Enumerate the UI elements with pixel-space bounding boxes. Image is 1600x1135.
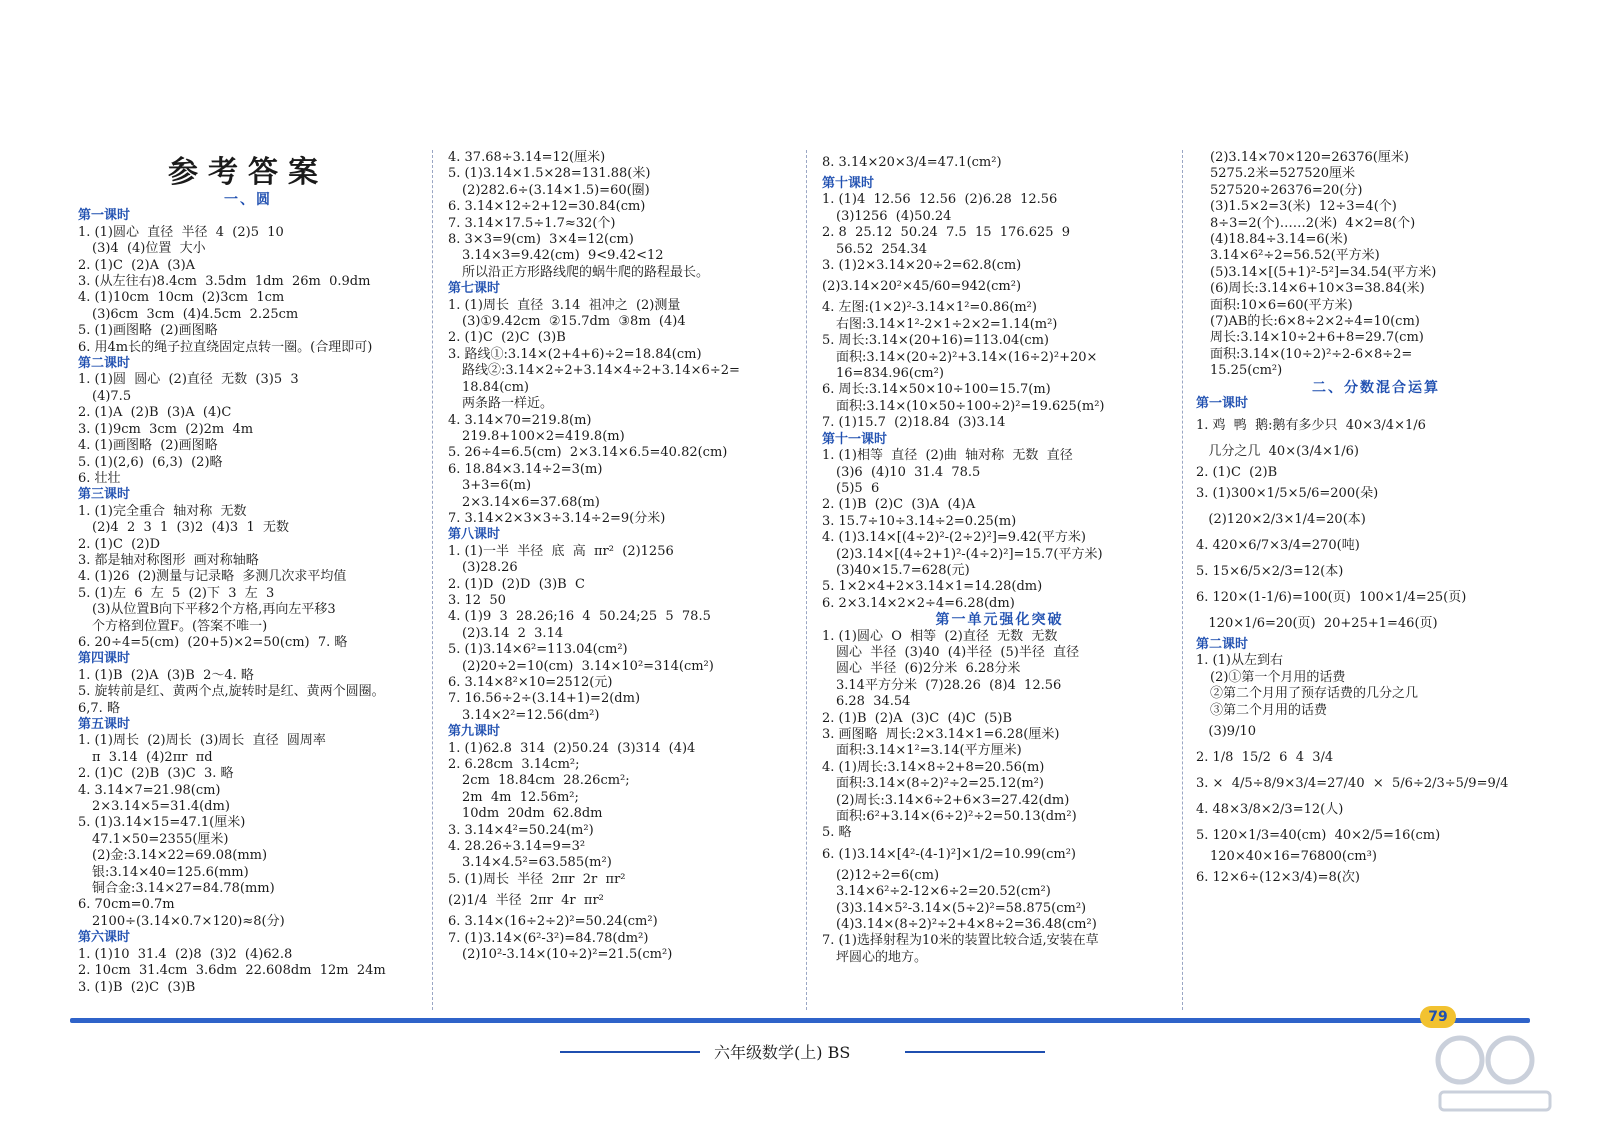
answer-line: ③第二个月用的话费 [1210,702,1328,718]
column-divider [432,150,433,1010]
answer-line: (2)3.14 2 3.14 [462,625,564,641]
answer-line: 6. 壮壮 [78,470,121,486]
watermark-logo-icon [1430,1030,1560,1122]
answer-line: 2. (1)C (2)C (3)B [448,330,566,346]
answer-line: 10dm 20dm 62.8dm [462,806,603,822]
answer-line: 6.28 34.54 [836,694,911,710]
answer-line: (3)9/10 [1196,723,1257,739]
answer-line: 3. 3.14×4²=50.24(m²) [448,822,594,838]
answer-line: 5. 周长:3.14×(20+16)=113.04(cm) [822,333,1050,349]
answer-line: 3. (从左往右)8.4cm 3.5dm 1dm 26m 0.9dm [78,274,371,290]
answer-line: 圆心 半径 (3)40 (4)半径 (5)半径 直径 [836,644,1080,660]
answer-line: 1. (1)完全重合 轴对称 无数 [78,503,247,519]
answer-line: 5. (1)3.14×15=47.1(厘米) [78,815,246,831]
answer-line: 5. 26÷4=6.5(cm) 2×3.14×6.5=40.82(cm) [448,445,728,461]
answer-line: (5)3.14×[(5+1)²-5²]=34.54(平方米) [1210,264,1437,280]
answer-line: 5. (1)3.14×6²=113.04(cm²) [448,642,628,658]
answer-line: 2. (1)B (2)A (3)C (4)C (5)B [822,710,1013,726]
answer-line: (3)4 (4)位置 大小 [92,241,206,257]
page-title: 参考答案 [168,155,328,190]
answer-line: 4. 3.14×70=219.8(m) [448,412,592,428]
answer-line: 右图:3.14×1²-2×1÷2×2=1.14(m²) [836,316,1058,332]
answer-line: 6. 周长:3.14×50×10÷100=15.7(m) [822,382,1051,398]
answer-line: 7. 3.14×17.5÷1.7≈32(个) [448,215,616,231]
answer-line: 2. 1/8 15/2 6 4 3/4 [1196,749,1334,765]
answer-line: (3)28.26 [462,560,518,576]
lesson-heading: 第九课时 [448,724,501,740]
answer-line: 1. (1)周长 直径 3.14 祖冲之 (2)测量 [448,297,681,313]
answer-line: ②第二个月用了预存话费的几分之几 [1210,686,1419,702]
answer-line: (4)7.5 [92,388,132,404]
column-1-lines [78,208,418,996]
answer-column-1 [78,150,418,996]
answer-line: 2. (1)C (2)D [78,536,160,552]
answer-line: 4. (1)周长:3.14×8÷2+8=20.56(m) [822,759,1045,775]
answer-line: 2. (1)A (2)B (3)A (4)C [78,405,232,421]
answer-line: 7. 16.56÷2÷(3.14+1)=2(dm) [448,691,641,707]
lesson-heading: 第二课时 [1196,636,1249,652]
answer-line: (7)AB的长:6×8÷2×2÷4=10(cm) [1210,314,1420,330]
answer-line: 1. (1)圆 圆心 (2)直径 无数 (3)5 3 [78,372,299,388]
answer-line: (2)4 2 3 1 (3)2 (4)3 1 无数 [92,520,289,536]
answer-line: 2. (1)D (2)D (3)B C [448,576,585,592]
answer-line: 4. 左图:(1×2)²-3.14×1²=0.86(m²) [822,300,1037,316]
answer-line: 8. 3×3=9(cm) 3×4=12(cm) [448,232,634,248]
lesson-heading: 第一课时 [78,208,131,224]
answer-line: (5)5 6 [836,480,880,496]
answer-line: 1. (1)一半 半径 底 高 πr² (2)1256 [448,543,674,559]
answer-line: 7. (1)选择射程为10米的装置比较合适,安装在草 [822,933,1099,949]
answer-line: 1. (1)4 12.56 12.56 (2)6.28 12.56 [822,192,1058,208]
answer-line: 5. (1)左 6 左 5 (2)下 3 左 3 [78,585,275,601]
unit-heading-1: 一、圆 [224,192,272,208]
answer-line: (3)1.5×2=3(米) 12÷3=4(个) [1210,199,1397,215]
answer-line: 3. (1)9cm 3cm (2)2m 4m [78,421,254,437]
lesson-heading: 第六课时 [78,930,131,946]
answer-line: 527520÷26376=20(分) [1210,182,1363,198]
answer-line: 3.14×2²=12.56(dm²) [462,707,600,723]
answer-line: 5. (1)画图略 (2)画图略 [78,323,218,339]
lesson-heading: 第十课时 [822,176,875,191]
answer-line: 4. (1)10cm 10cm (2)3cm 1cm [78,290,285,306]
answer-line: 2. 10cm 31.4cm 3.6dm 22.608dm 12m 24m [78,963,386,979]
answer-line: 3.14×4.5²=63.585(m²) [462,855,612,871]
lesson-heading: 第二课时 [78,356,131,372]
answer-line: 5. (1)周长 半径 2πr 2r πr² [448,871,626,887]
answer-column-2 [448,150,793,964]
answer-line: 1. (1)10 31.4 (2)8 (3)2 (4)62.8 [78,946,293,962]
answer-line: 4. (1)画图略 (2)画图略 [78,438,218,454]
answer-line: (2)3.14×70×120=26376(厘米) [1210,150,1409,165]
answer-line: 面积:6²+3.14×(6÷2)²÷2=50.13(dm²) [836,809,1077,825]
answer-line: 3. 都是轴对称图形 画对称轴略 [78,552,259,568]
answer-line: 1. (1)B (2)A (3)B 2～4. 略 [78,667,254,683]
footer-rule-left [560,1051,700,1053]
answer-line: 2. (1)B (2)C (3)A (4)A [822,497,976,513]
answer-line: 2. (1)C (2)B [1196,464,1278,480]
answer-line: (2)周长:3.14×6÷2+6×3=27.42(dm) [836,792,1070,808]
lesson-heading: 第八课时 [448,527,501,543]
answer-line: 3. (1)2×3.14×20÷2=62.8(cm) [822,258,1022,274]
lesson-heading: 第七课时 [448,281,501,297]
answer-line: 1. (1)圆心 直径 半径 4 (2)5 10 [78,224,284,240]
answer-column-4 [1196,150,1556,891]
answer-line: 2. (1)C (2)B (3)C 3. 略 [78,766,234,782]
answer-line: 7. (1)15.7 (2)18.84 (3)3.14 [822,415,1006,431]
answer-line: (4)3.14×(8÷2)²÷2+4×8÷2=36.48(cm²) [836,917,1097,933]
answer-line: (2)120×2/3×1/4=20(本) [1196,511,1366,527]
answer-line: 4. 28.26÷3.14=9=3² [448,839,586,855]
answer-line: 1. (1)周长 (2)周长 (3)周长 直径 圆周率 [78,733,326,749]
answer-line: 5. 略 [822,825,852,841]
answer-line: 2cm 18.84cm 28.26cm²; [462,773,630,789]
answer-line: 面积:3.14×1²=3.14(平方厘米) [836,743,1022,759]
answer-line: (2)20÷2=10(cm) 3.14×10²=314(cm²) [462,658,714,674]
answer-column-3 [822,150,1177,966]
answer-line: 47.1×50=2355(厘米) [92,831,229,847]
answer-line: 银:3.14×40=125.6(mm) [92,864,249,880]
answer-line: (3)①9.42cm ②15.7dm ③8m (4)4 [462,314,686,330]
answer-line: 两条路一样近。 [462,396,554,412]
answer-line: 4. 3.14×7=21.98(cm) [78,782,221,798]
answer-line: (3)3.14×5²-3.14×(5÷2)²=58.875(cm²) [836,900,1087,916]
answer-line: (2)282.6÷(3.14×1.5)=60(圈) [462,182,650,198]
answer-line: 2×3.14×5=31.4(dm) [92,799,230,815]
answer-line: 2. (1)C (2)A (3)A [78,257,196,273]
answer-line: 6. 20÷4=5(cm) (20+5)×2=50(cm) 7. 略 [78,634,348,650]
answer-line: 面积:3.14×(10÷2)²÷2-6×8÷2= [1210,346,1413,362]
answer-line: 15.25(cm²) [1210,363,1283,379]
answer-line: 5. 120×1/3=40(cm) 40×2/5=16(cm) [1196,827,1441,843]
answer-line: 几分之几 40×(3/4×1/6) [1196,443,1359,459]
answer-line: 个方格到位置F。(答案不唯一) [92,618,268,634]
answer-line: 8÷3=2(个)……2(米) 4×2=8(个) [1210,215,1416,231]
answer-line: 219.8+100×2=419.8(m) [462,428,625,444]
answer-line: 6. 2×3.14×2×2÷4=6.28(dm) [822,595,1015,611]
answer-line: 2×3.14×6=37.68(m) [462,494,600,510]
answer-line: (6)周长:3.14×6+10×3=38.84(米) [1210,281,1425,297]
answer-line: 3.14×6²÷2=56.52(平方米) [1210,248,1380,264]
answer-line: 3. × 4/5÷8/9×3/4=27/40 × 5/6÷2/3÷5/9=9/4 [1196,775,1509,791]
unit-heading-2: 二、分数混合运算 [1312,379,1440,396]
answer-line: 18.84(cm) [462,379,529,395]
footer-rule-right [905,1051,1045,1053]
answer-line: (2)12÷2=6(cm) [836,867,940,883]
answer-line: 4. (1)3.14×[(4÷2)²-(2÷2)²]=9.42(平方米) [822,530,1086,546]
answer-line: 1. (1)相等 直径 (2)曲 轴对称 无数 直径 [822,448,1073,464]
answer-line: 3.14×6²÷2-12×6÷2=20.52(cm²) [836,884,1051,900]
answer-line: 6. 3.14×12÷2+12=30.84(cm) [448,199,646,215]
answer-line: 2. 8 25.12 50.24 7.5 15 176.625 9 [822,225,1071,241]
answer-line: 16=834.96(cm²) [836,366,944,382]
answer-line: 5. 15×6/5×2/3=12(本) [1196,563,1344,579]
answer-line: 6. 18.84×3.14÷2=3(m) [448,461,603,477]
answer-line: 5. 旋转前是红、黄两个点,旋转时是红、黄两个圆圈。 [78,684,385,700]
footer-band [70,1018,1530,1023]
answer-line: (2)3.14×20²×45/60=942(cm²) [822,279,1022,295]
answer-line: 4. 420×6/7×3/4=270(吨) [1196,537,1360,553]
answer-line: (2)1/4 半径 2πr 4r πr² [448,893,604,909]
lesson-heading: 第十一课时 [822,431,888,447]
column-divider [806,150,807,1010]
answer-line: 所以沿正方形路线爬的蜗牛爬的路程最长。 [462,264,710,280]
answer-line: 5. 1×2×4+2×3.14×1=14.28(dm) [822,579,1043,595]
answer-line: 3. 路线①:3.14×(2+4+6)÷2=18.84(cm) [448,346,702,362]
answer-line: 3. 12 50 [448,592,506,608]
answer-line: (2)金:3.14×22=69.08(mm) [92,848,268,864]
answer-line: 1. 鸡 鸭 鹅:鹅有多少只 40×3/4×1/6 [1196,417,1426,433]
answer-line: (3)40×15.7=628(元) [836,562,970,578]
answer-line: 3. (1)300×1/5×5/6=200(朵) [1196,485,1379,501]
answer-line: (2)3.14×[(4÷2+1)²-(4÷2)²]=15.7(平方米) [836,546,1103,562]
answer-line: 4. 37.68÷3.14=12(厘米) [448,150,606,165]
answer-line: 2. 6.28cm 3.14cm²; [448,757,580,773]
answer-line: (3)从位置B向下平移2个方格,再向左平移3 [92,602,336,618]
answer-line: (3)6cm 3cm (4)4.5cm 2.25cm [92,306,299,322]
answer-line: 3.14平方分米 (7)28.26 (8)4 12.56 [836,677,1062,693]
answer-line: 4. (1)26 (2)测量与记录略 多测几次求平均值 [78,569,347,585]
answer-line: 6,7. 略 [78,700,120,716]
book-label: 六年级数学(上) BS [714,1043,851,1062]
answer-line: 7. 3.14×2×3×3÷3.14÷2=9(分米) [448,510,666,526]
answer-line: 6. 用4m长的绳子拉直绕固定点转一圈。(合理即可) [78,339,373,355]
answer-line: 2m 4m 12.56m²; [462,789,579,805]
lesson-heading: 第五课时 [78,717,131,732]
answer-line: 周长:3.14×10÷2+6+8=29.7(cm) [1210,330,1424,346]
answer-line: 7. (1)3.14×(6²-3²)=84.78(dm²) [448,930,649,946]
lesson-heading: 第三课时 [78,487,131,503]
answer-line: (2)①第一个月用的话费 [1210,669,1346,685]
answer-line: 1. (1)62.8 314 (2)50.24 (3)314 (4)4 [448,740,696,756]
answer-line: 路线②:3.14×2÷2+3.14×4÷2+3.14×6÷2= [462,363,740,379]
answer-line: 面积:10×6=60(平方米) [1210,297,1353,313]
answer-line: (3)6 (4)10 31.4 78.5 [836,464,981,480]
answer-line: 圆心 半径 (6)2分米 6.28分米 [836,661,1021,677]
answer-line: 面积:3.14×(8÷2)²÷2=25.12(m²) [836,776,1044,792]
answer-line: 6. 12×6÷(12×3/4)=8(次) [1196,870,1360,886]
answer-line: 2100÷(3.14×0.7×120)≈8(分) [92,913,285,929]
answer-line: (4)18.84÷3.14=6(米) [1210,232,1348,248]
answer-line: 6. 70cm=0.7m [78,897,175,913]
answer-line: 56.52 254.34 [836,241,927,257]
answer-line: 1. (1)从左到右 [1196,653,1283,669]
answer-line: 6. (1)3.14×[4²-(4-1)²]×1/2=10.99(cm²) [822,846,1076,862]
answer-line: 坪圆心的地方。 [836,949,928,965]
answer-line: 3.14×3=9.42(cm) 9<9.42<12 [462,248,664,264]
lesson-heading: 第一单元强化突破 [935,612,1064,629]
answer-line: 3+3=6(m) [462,478,532,494]
answer-line: (2)10²-3.14×(10÷2)²=21.5(cm²) [462,947,673,963]
column-divider [1182,150,1183,1010]
page-number: 79 [1420,1006,1456,1028]
answer-line: 面积:3.14×(20÷2)²+3.14×(16÷2)²+20× [836,349,1098,365]
answer-line: 6. 3.14×8²×10=2512(元) [448,675,613,690]
answer-line: 120×40×16=76800(cm³) [1210,848,1377,864]
lesson-heading: 第一课时 [1196,396,1249,412]
answer-line: 6. 120×(1-1/6)=100(页) 100×1/4=25(页) [1196,589,1467,605]
answer-line: 5. (1)(2,6) (6,3) (2)略 [78,454,223,470]
answer-line: 面积:3.14×(10×50÷100÷2)²=19.625(m²) [836,398,1105,414]
answer-line: 4. (1)9 3 28.26;16 4 50.24;25 5 78.5 [448,609,711,625]
answer-line: 3. (1)B (2)C (3)B [78,979,196,995]
answer-line: 5. (1)3.14×1.5×28=131.88(米) [448,166,651,182]
answer-line: 120×1/6=20(页) 20+25+1=46(页) [1196,615,1438,631]
answer-line: 3. 15.7÷10÷3.14÷2=0.25(m) [822,513,1017,529]
answer-line: 3. 画图略 周长:2×3.14×1=6.28(厘米) [822,727,1060,742]
answer-line: 6. 3.14×(16÷2÷2)²=50.24(cm²) [448,914,658,930]
answer-line: 1. (1)圆心 O 相等 (2)直径 无数 无数 [822,628,1058,644]
answer-line: 8. 3.14×20×3/4=47.1(cm²) [822,155,1002,170]
answer-line: 5275.2米=527520厘米 [1210,166,1356,182]
answer-line: (3)1256 (4)50.24 [836,208,952,224]
answer-line: 铜合金:3.14×27=84.78(mm) [92,881,275,897]
lesson-heading: 第四课时 [78,651,131,667]
answer-line: π 3.14 (4)2πr πd [92,749,213,765]
answer-line: 4. 48×3/8×2/3=12(人) [1196,801,1344,817]
